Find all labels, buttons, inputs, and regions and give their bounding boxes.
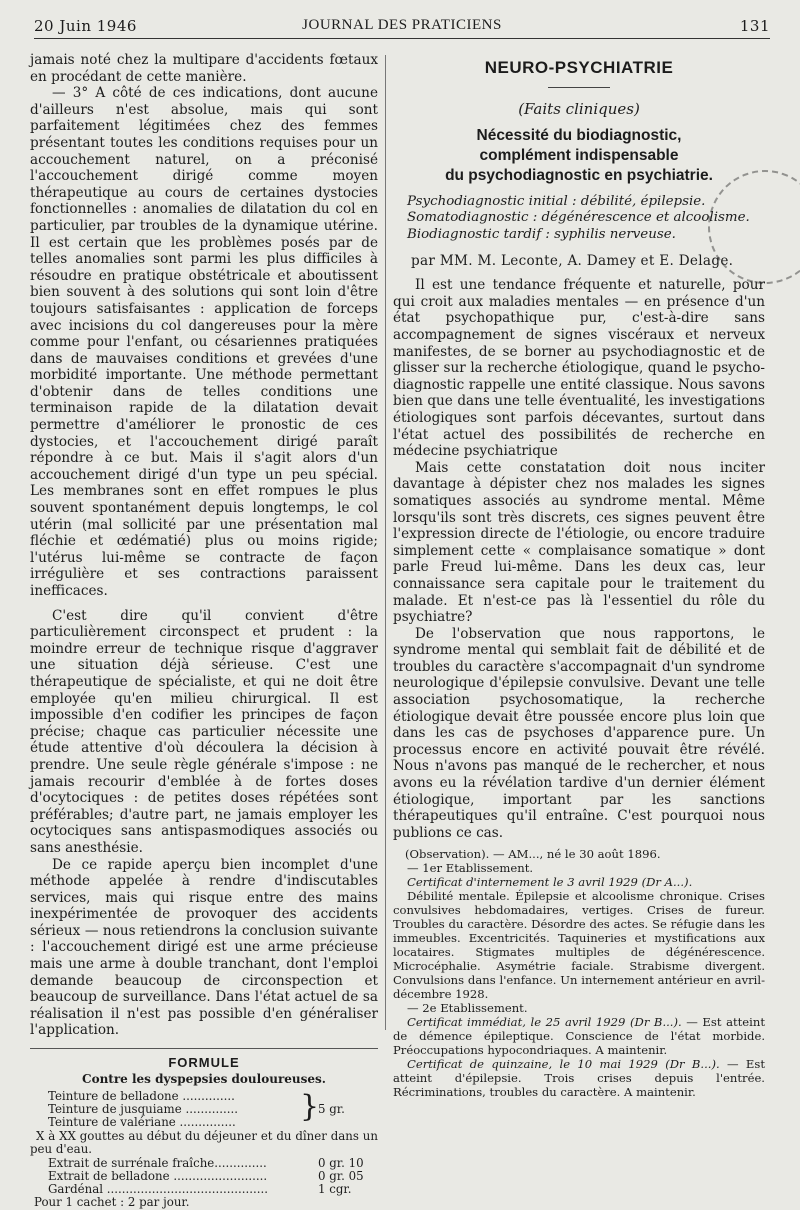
formula-footer: Pour 1 cachet : 2 par jour. bbox=[34, 1195, 190, 1210]
formula-row: Extrait de surrénale fraîche.............. 0 gr. 10 bbox=[48, 1155, 364, 1170]
formula-row: Teinture de belladone .............. bbox=[48, 1089, 235, 1104]
observation-block bbox=[393, 847, 765, 1099]
brace: } bbox=[300, 1089, 320, 1125]
page-header bbox=[34, 14, 770, 39]
paragraph: C'est dire qu'il convient d'être particulièrement circonspect et prudent : la moindre erreur de technique risque d'aggraver une situation déjà sérieuse. C'est une thérapeutique de spécialiste, et qui ne doit être employée qu'en milieu chirurgical. Il est impossible d'en codifier les principes de façon précise; chaque cas particulier nécessite une étude attentive d'où découlera la décision à prendre. Une seule règle générale s'impose : ne jamais recourir d'emblée à de fortes doses d'ocytociques : de petites doses répétées sont préférables; d'autre part, ne jamais employer les ocytociques sans antispasmodiques associés ou sans anesthésie. bbox=[30, 607, 378, 856]
right-column bbox=[393, 52, 765, 1099]
certificate-1: Certificat d'internement le 3 avril 1929 (Dr A...). bbox=[407, 875, 693, 890]
observation-text: Débilité mentale. Épilepsie et alcoolisme chronique. Crises convulsives hebdomadaires, vertiges. Crises de fureur. Troubles du caractère. Désordre des actes. Se réfugie dans les immeubles. Excentricités. Taquineries et mystifications aux locataires. Stigmates multiples de dégénérescence. Microcéphalie. Asymétrie faciale. Strabisme divergent. Convulsions dans l'enfance. Un internement antérieur en avril-décembre 1928. bbox=[393, 889, 765, 1002]
formula-row: Teinture de jusquiame .............. 5 gr. bbox=[48, 1102, 345, 1117]
formula-row: Gardénal ........................................... 1 cgr. bbox=[48, 1182, 352, 1197]
issue-date: 20 Juin 1946 bbox=[34, 17, 137, 35]
left-column bbox=[30, 52, 378, 1210]
paragraph: Mais cette constatation doit nous inciter davantage à dépister chez nos malades les signes somatiques associés au syndrome mental. Même lorsqu'ils sont très discrets, ces signes peuvent être l'expression directe de l'étiologie, ou encore traduire simplement cette « complaisance somatique » dont parle Freud lui-même. Dans les deux cas, leur connaissance sera capitale pour le traitement du malade. Et n'est-ce pas là l'essentiel du rôle du psychiatre? bbox=[393, 459, 765, 626]
establishment-1: — 1er Etablissement. bbox=[407, 861, 534, 876]
paragraph: Il est une tendance fréquente et naturelle, pour qui croit aux maladies mentales — en présence d'un état psychopathique pur, c'est-à-dire sans accompagnement de signes viscéraux et nerveux manifestes, de se borner au psychodiagnostic et de glisser sur la recherche étiologique, quand le psycho-diagnostic rappelle une entité classique. Nous savons bien que dans une telle éventualité, les investigations étiologiques sont parfois décevantes, surtout dans l'état actuel des possibilités de recherche en médecine psychiatrique bbox=[393, 277, 765, 460]
journal-title: JOURNAL DES PRATICIENS bbox=[302, 17, 502, 33]
observation-head: (Observation). — AM..., né le 30 août 1896. bbox=[405, 847, 661, 862]
paragraph: De ce rapide aperçu bien incomplet d'une méthode appelée à rendre d'indiscutables services, mais qui risque entre des mains inexpérimentée de provoquer des accidents sérieux — nous retiendrons la conclusion suivante : l'accouchement dirigé est une arme précieuse mais une arme à double tranchant, dont l'emploi demande beaucoup de circonspection et beaucoup de surveillance. Dans l'état actuel de sa réalisation il n'est pas possible d'en généraliser l'application. bbox=[30, 856, 378, 1039]
article-authors: par MM. M. Leconte, A. Damey et E. Delage. bbox=[411, 253, 734, 270]
establishment-2: — 2e Etablissement. bbox=[407, 1001, 528, 1016]
divider bbox=[548, 87, 610, 88]
formule-box bbox=[30, 1055, 378, 1210]
formule-title: FORMULE bbox=[168, 1055, 240, 1071]
article-kicker: (Faits cliniques) bbox=[518, 100, 640, 118]
article-subtitles: Psychodiagnostic initial : débilité, épilepsie. Somatodiagnostic : dégénérescence et alcoolisme. Biodiagnostic tardif : syphilis nerveuse. bbox=[407, 194, 750, 242]
divider bbox=[30, 1048, 378, 1049]
page-number: 131 bbox=[739, 17, 770, 35]
certificate-3: Certificat de quinzaine, le 10 mai 1929 (Dr B...). — Est atteint d'épilepsie. Trois crises depuis l'entrée. Récriminations, troubles du caractère. A maintenir. bbox=[393, 1057, 765, 1100]
section-title: NEURO-PSYCHIATRIE bbox=[484, 58, 674, 77]
formula-row: Teinture de valériane ............... bbox=[48, 1115, 236, 1130]
paragraph: jamais noté chez la multipare d'accidents fœtaux en procédant de cette manière. bbox=[30, 52, 378, 85]
paragraph: De l'observation que nous rapportons, le syndrome mental qui semblait fait de débilité et de troubles du caractère s'accompagnait d'un syndrome neurologique d'épilepsie convulsive. Devant une telle association psychosomatique, la recherche étiologique devait être poussée encore plus loin que dans les cas de psychoses d'apparence pure. Un processus encore en activité pouvait être révélé. Nous n'avons pas manqué de le rechercher, et nous avons eu la révélation tardive d'un dernier élément étiologique, important par les sanctions thérapeutiques qu'il entraîne. C'est pourquoi nous publions ce cas. bbox=[393, 625, 765, 841]
formula-instruction: X à XX gouttes au début du déjeuner et du dîner dans un peu d'eau. bbox=[30, 1128, 378, 1157]
certificate-2: Certificat immédiat, le 25 avril 1929 (Dr B...). — Est atteint de démence épileptique. Conscience de l'état morbide. Préoccupations hypocondriaques. A maintenir. bbox=[393, 1015, 765, 1058]
column-divider bbox=[385, 55, 386, 1030]
formule-subtitle: Contre les dyspepsies douloureuses. bbox=[82, 1072, 326, 1087]
formula-row: Extrait de belladone ......................... 0 gr. 05 bbox=[48, 1168, 364, 1183]
article-title: Nécessité du biodiagnostic, complément indispensable du psychodiagnostic en psychiatrie. bbox=[445, 127, 713, 184]
paragraph: — 3° A côté de ces indications, dont aucune d'ailleurs n'est absolue, mais qui sont parfaitement légitimées chez des femmes présentant toutes les conditions requises pour un accouchement naturel, on a préconisé l'accouchement dirigé comme moyen thérapeutique au cours de certaines dystocies fonctionnelles : anomalies de dilatation du col en particulier, par troubles de la dynamique utérine. Il est certain que les problèmes posés par de telles anomalies sont parmi les plus difficiles à résoudre en pratique obstétricale et aboutissent bien souvent à des solutions qui sont loin d'être toujours satisfaisantes : application de forceps avec incisions du col dangereuses pour la mère comme pour l'enfant, ou césariennes pratiquées dans de mauvaises conditions et grevées d'une morbidité importante. Une méthode permettant d'obtenir dans de telles conditions une terminaison rapide de la dilatation devait permettre d'améliorer le pronostic de ces dystocies, et l'accouchement dirigé paraît répondre à ce but. Mais il s'agit alors d'un accouchement dirigé d'un type un peu spécial. Les membranes sont en effet rompues le plus souvent spontanément depuis longtemps, le col utérin (mal sollicité par une présentation mal fléchie et œdématié) plus ou moins rigide; l'utérus lui-même se contracte de façon irrégulière et ses contractions paraissent inefficaces. bbox=[30, 85, 378, 599]
